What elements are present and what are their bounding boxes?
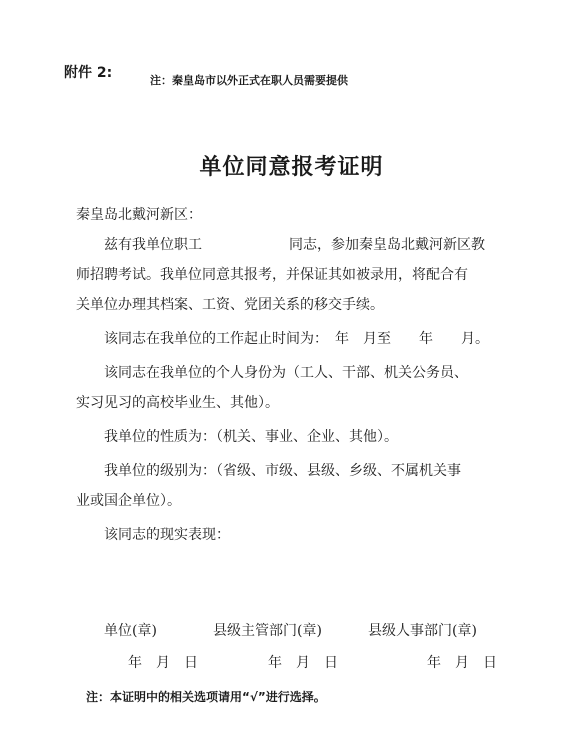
- unit-date: 年 月 日: [128, 655, 198, 671]
- addressee: 秦皇岛北戴河新区：: [76, 207, 202, 223]
- county-dept-seal-label: 县级主管部门(章): [213, 623, 322, 639]
- paragraph-1-part-2: 同志，参加秦皇岛北戴河新区教: [289, 237, 485, 253]
- identity-line-2: 实习见习的高校毕业生、其他）。: [76, 395, 279, 411]
- unit-level-line-1: 我单位的级别为：（省级、市级、县级、乡级、不属机关事: [104, 463, 461, 479]
- paragraph-1-line-3: 关单位办理其档案、工资、党团关系的移交手续。: [76, 297, 384, 313]
- document-title: 单位同意报考证明: [199, 155, 384, 180]
- performance-line: 该同志的现实表现：: [104, 527, 230, 543]
- paragraph-1-part-1: 兹有我单位职工: [104, 237, 202, 253]
- county-dept-date: 年 月 日: [268, 655, 338, 671]
- work-period-line: 该同志在我单位的工作起止时间为： 年 月至 年 月。: [104, 331, 489, 347]
- attachment-label: 附件 2:: [64, 65, 113, 81]
- unit-level-line-2: 业或国企单位）。: [76, 493, 181, 509]
- top-note: 注：秦皇岛市以外正式在职人员需要提供: [150, 74, 348, 87]
- county-hr-seal-label: 县级人事部门(章): [368, 623, 477, 639]
- identity-line-1: 该同志在我单位的个人身份为（工人、干部、机关公务员、: [104, 365, 468, 381]
- county-hr-date: 年 月 日: [427, 655, 497, 671]
- unit-nature-line: 我单位的性质为：（机关、事业、企业、其他）。: [104, 429, 398, 445]
- footer-note: 注：本证明中的相关选项请用“√”进行选择。: [86, 690, 326, 704]
- unit-seal-label: 单位(章): [104, 623, 157, 639]
- paragraph-1-line-2: 师招聘考试。我单位同意其报考，并保证其如被录用，将配合有: [76, 267, 468, 283]
